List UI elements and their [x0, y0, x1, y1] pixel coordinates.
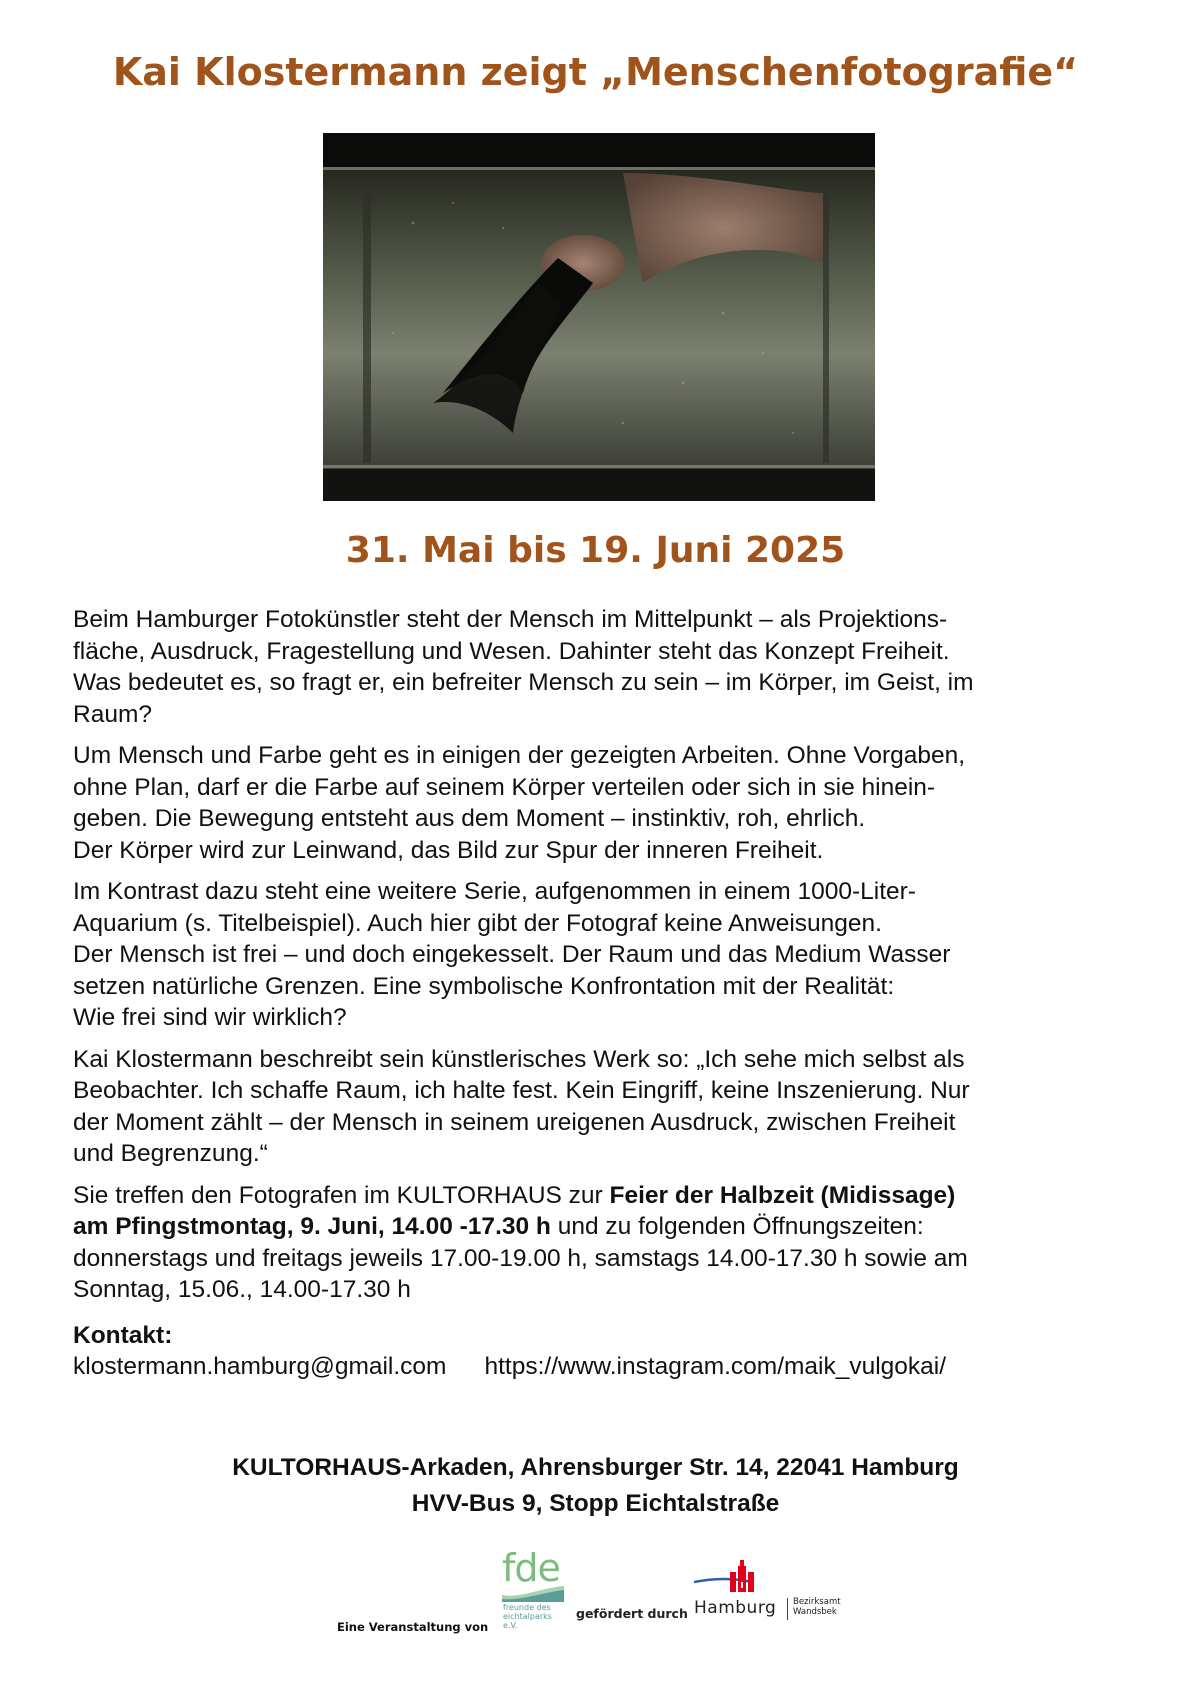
text-line: und Begrenzung.“: [73, 1140, 268, 1167]
text-line: Der Mensch ist frei – und doch eingekesselt. Der Raum und das Medium Wasser: [73, 941, 951, 968]
fde-logo-letters: fde: [502, 1546, 560, 1590]
exhibition-dates: 31. Mai bis 19. Juni 2025: [345, 530, 846, 571]
paragraph-5: [73, 1180, 1133, 1306]
text-line: Wie frei sind wir wirklich?: [73, 1004, 347, 1031]
text-line: Beim Hamburger Fotokünstler steht der Mensch im Mittelpunkt – als Projektions-: [73, 606, 948, 633]
text-line: fläche, Ausdruck, Fragestellung und Wesen. Dahinter steht das Konzept Freiheit.: [73, 637, 950, 665]
paragraph-1: [73, 604, 1133, 730]
contact-row: [73, 1351, 1133, 1383]
address-line: KULTORHAUS-Arkaden, Ahrensburger Str. 14, 22041 Hamburg: [232, 1454, 959, 1481]
text-line: Beobachter. Ich schaffe Raum, ich halte fest. Kein Eingriff, keine Inszenierung. Nur: [73, 1077, 970, 1104]
fde-sub-line: freunde des: [503, 1603, 551, 1612]
wave-icon: [502, 1586, 564, 1602]
hero-photo: [323, 133, 875, 501]
text-line: Aquarium (s. Titelbeispiel). Auch hier gibt der Fotograf keine Anweisungen.: [73, 909, 882, 937]
text-line: [73, 1211, 1133, 1243]
text-line: Im Kontrast dazu steht eine weitere Serie, aufgenommen in einem 1000-Liter-: [73, 878, 916, 905]
contact-section: [73, 1320, 1133, 1383]
text-line: [73, 1180, 1133, 1212]
event-title: Kai Klostermann zeigt „Menschenfotografie“: [112, 50, 1079, 94]
fde-sub-line: eichtalparks: [503, 1612, 552, 1621]
text-line: geben. Die Bewegung entsteht aus dem Moment – instinktiv, roh, ehrlich.: [73, 805, 866, 832]
text-line: Was bedeutet es, so fragt er, ein befreiter Mensch zu sein – im Körper, im Geist, im: [73, 669, 974, 696]
venue-address: [0, 1450, 1191, 1522]
bezirksamt-label: [793, 1597, 841, 1617]
opening-hours: donnerstags und freitags jeweils 17.00-19.00 h, samstags 14.00-17.30 h sowie am: [73, 1244, 968, 1272]
fde-logo: [500, 1548, 570, 1628]
invite-text: Sie treffen den Fotografen im KULTORHAUS zur: [73, 1181, 610, 1209]
text-line: Kai Klostermann beschreibt sein künstlerisches Werk so: „Ich sehe mich selbst als: [73, 1045, 965, 1073]
text-line: ohne Plan, darf er die Farbe auf seinem Körper verteilen oder sich in sie hinein-: [73, 773, 936, 801]
paragraph-2: [73, 740, 1133, 866]
paragraph-3: [73, 876, 1133, 1034]
hamburg-castle-icon: [694, 1558, 784, 1598]
fde-logo-subtitle: [503, 1603, 552, 1630]
bezirksamt-line: Wandsbek: [793, 1607, 837, 1617]
logo-divider: [787, 1598, 788, 1620]
text-line: Raum?: [73, 700, 152, 728]
email-link[interactable]: klostermann.hamburg@gmail.com: [73, 1353, 447, 1380]
funded-by-label: gefördert durch: [576, 1606, 688, 1621]
midissage-date: am Pfingstmontag, 9. Juni, 14.00 -17.30 h: [73, 1213, 551, 1240]
opening-hours-sunday: Sonntag, 15.06., 14.00-17.30 h: [73, 1276, 411, 1303]
hamburg-logo: [694, 1558, 864, 1628]
text-line: der Moment zählt – der Mensch in seinem ureigenen Ausdruck, zwischen Freiheit: [73, 1108, 956, 1136]
hamburg-wordmark: Hamburg: [694, 1598, 777, 1618]
body-text: [73, 604, 1133, 1383]
text-line: Der Körper wird zur Leinwand, das Bild zur Spur der inneren Freiheit.: [73, 836, 824, 864]
bezirksamt-line: Bezirksamt: [793, 1597, 841, 1607]
midissage-highlight: Feier der Halbzeit (Midissage): [609, 1181, 956, 1209]
instagram-link[interactable]: https://www.instagram.com/maik_vulgokai/: [484, 1353, 947, 1380]
paragraph-4: [73, 1044, 1133, 1170]
aquarium-photo-illustration: [323, 133, 875, 501]
text-line: Um Mensch und Farbe geht es in einigen der gezeigten Arbeiten. Ohne Vorgaben,: [73, 742, 966, 769]
opening-hours-intro: und zu folgenden Öffnungszeiten:: [550, 1213, 924, 1240]
contact-heading: Kontakt:: [73, 1321, 173, 1349]
text-line: setzen natürliche Grenzen. Eine symbolische Konfrontation mit der Realität:: [73, 972, 895, 1000]
fde-sub-line: e.V.: [503, 1621, 518, 1630]
organizer-label: Eine Veranstaltung von: [337, 1620, 489, 1634]
transit-line: HVV-Bus 9, Stopp Eichtalstraße: [411, 1490, 780, 1517]
